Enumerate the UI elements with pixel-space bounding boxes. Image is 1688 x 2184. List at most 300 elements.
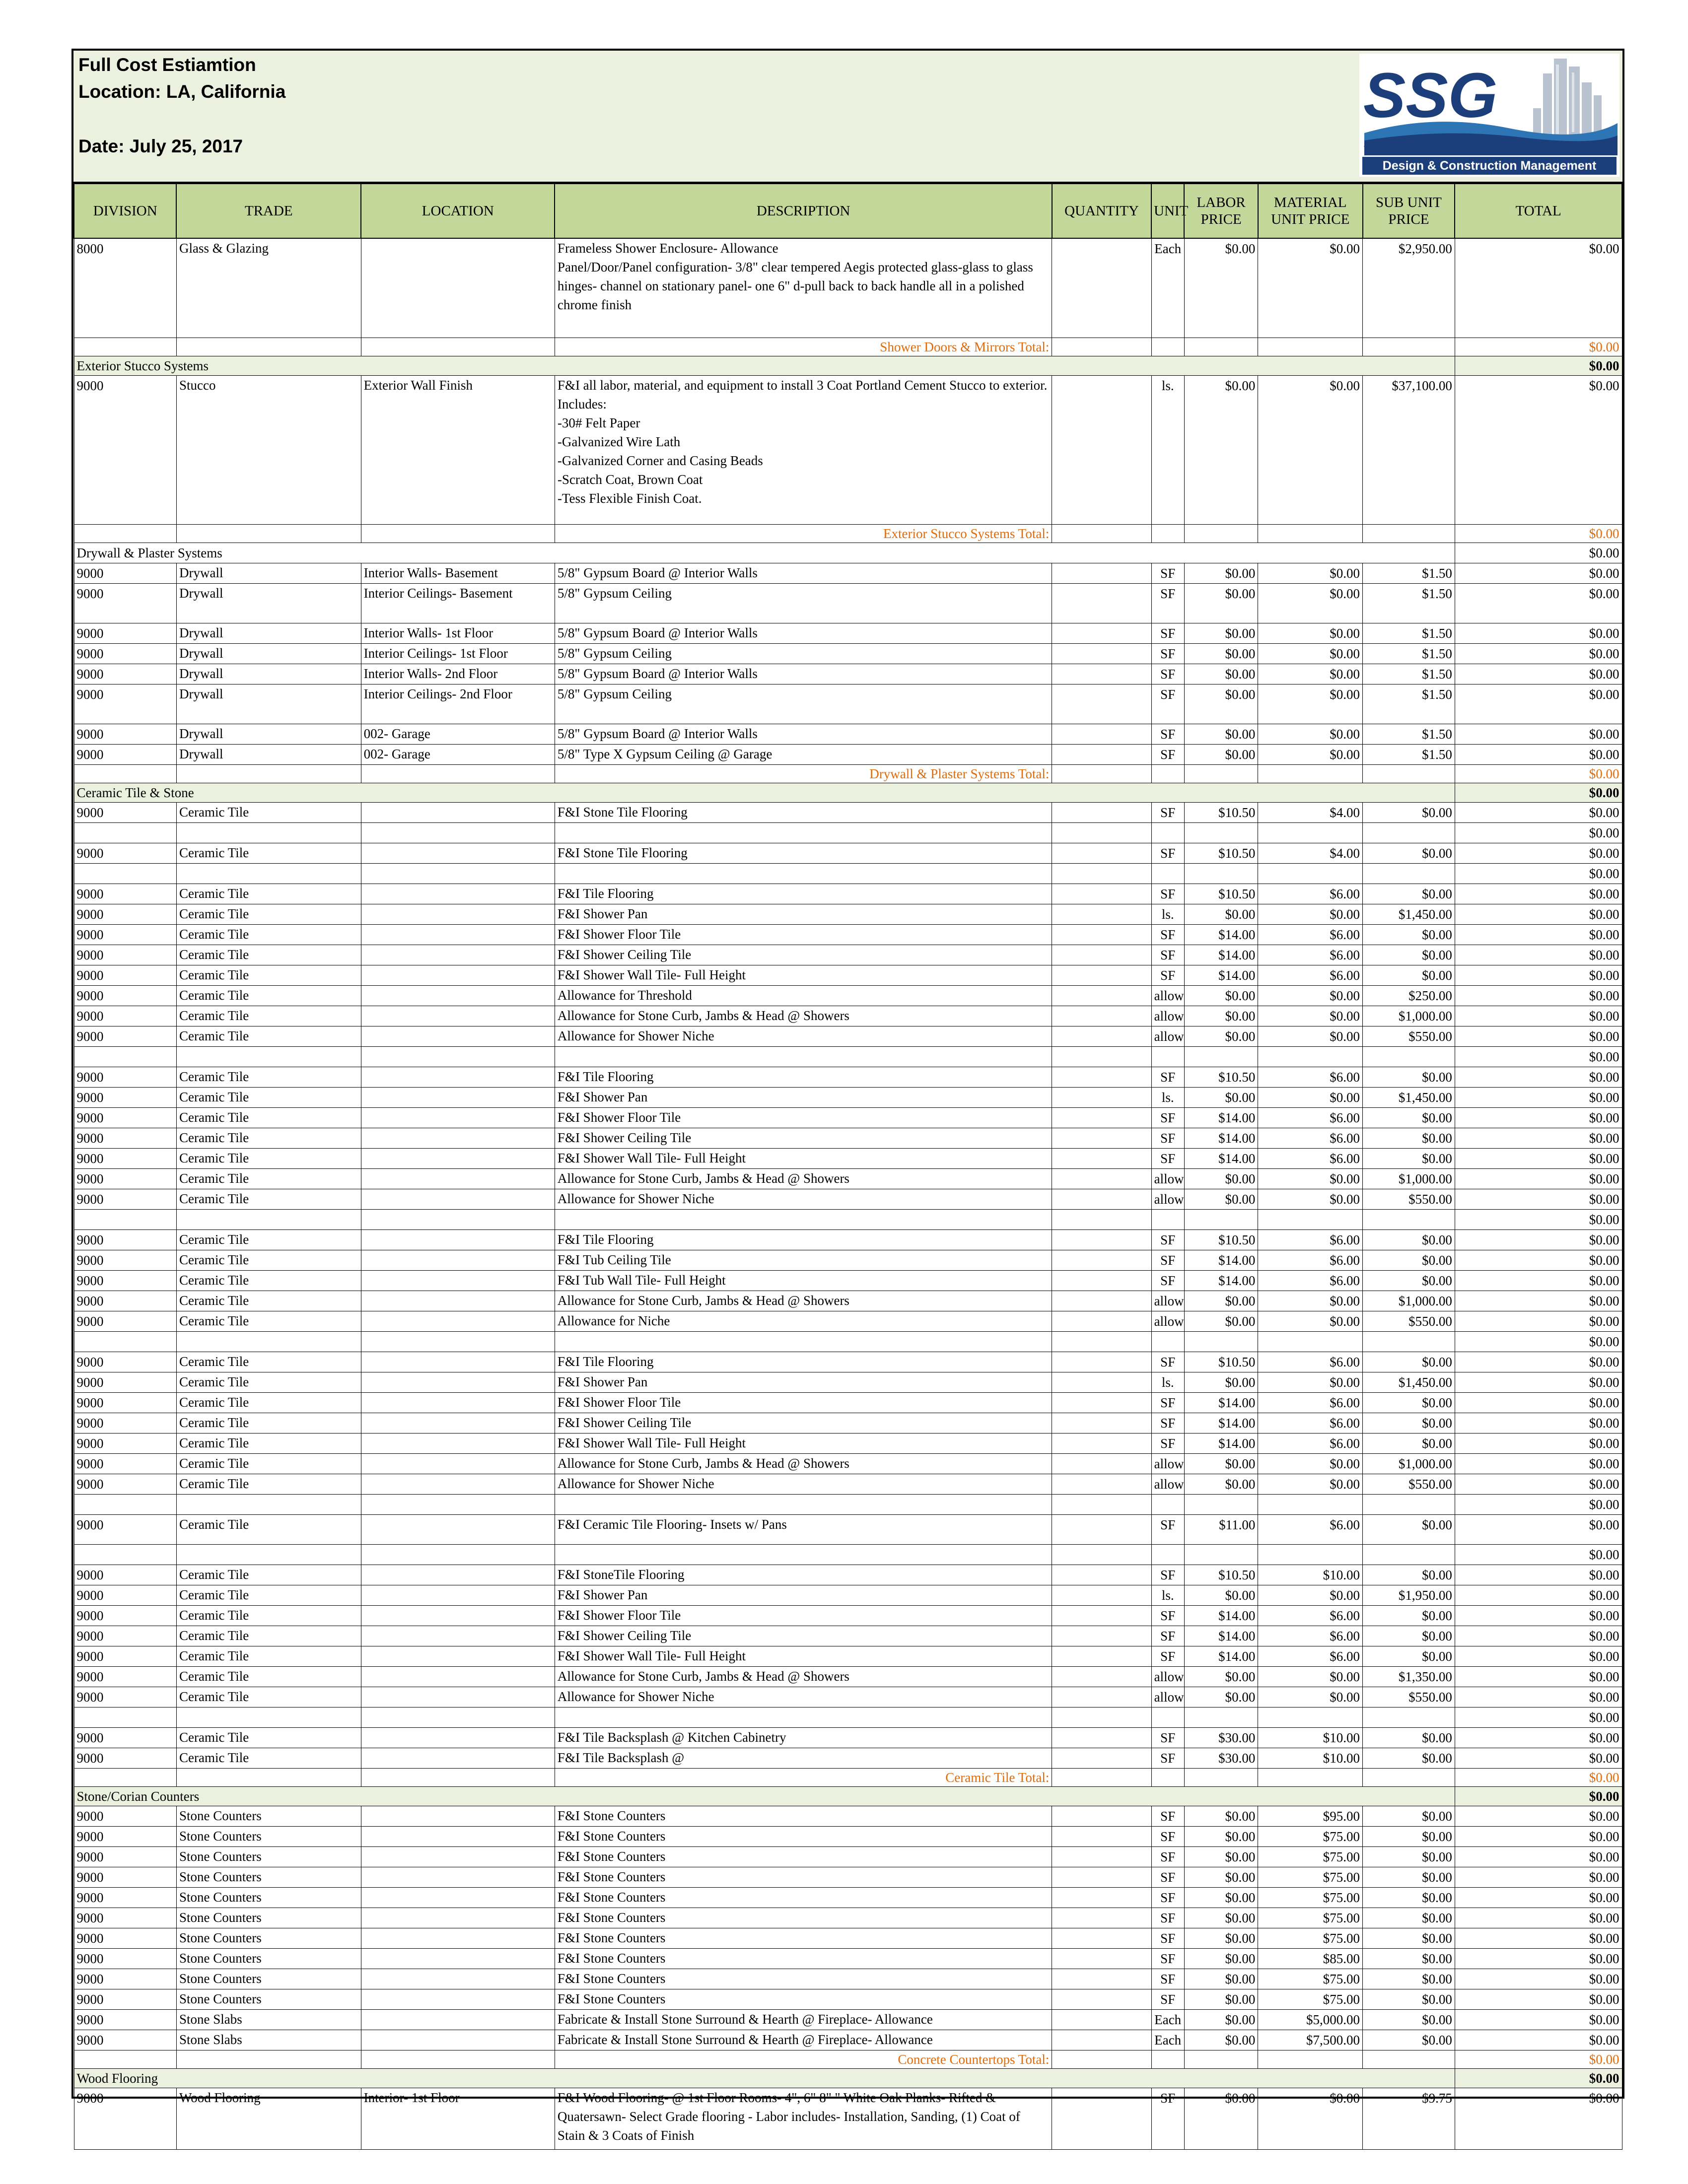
table-row <box>74 1867 1622 1887</box>
cell-unit: SF <box>1151 1250 1184 1270</box>
cell-sub-unit-price: $0.00 <box>1363 2009 1455 2030</box>
cell-material-unit-price: $6.00 <box>1258 1128 1363 1148</box>
cell-trade: Ceramic Tile <box>176 1087 361 1107</box>
cell-division: 9000 <box>74 724 176 744</box>
cell-trade: Ceramic Tile <box>176 802 361 822</box>
table-row <box>74 1270 1622 1291</box>
subtotal-label: Ceramic Tile Total: <box>555 1768 1052 1786</box>
cell-division: 9000 <box>74 1727 176 1748</box>
cell-trade: Ceramic Tile <box>176 1311 361 1331</box>
empty-cell <box>74 524 176 543</box>
table-row <box>74 238 1622 338</box>
cell-material-unit-price: $75.00 <box>1258 1908 1363 1928</box>
cell-unit: SF <box>1151 1887 1184 1908</box>
cell-sub-unit-price: $1.50 <box>1363 563 1455 583</box>
blank-row <box>74 1707 1622 1727</box>
table-row <box>74 1250 1622 1270</box>
cell-description: F&I Wood Flooring- @ 1st Floor Rooms- 4", 6" 8" " White Oak Planks- Rifted & Quatersawn- Select Grade flooring - Labor includes- Installation, Sanding, (1) Coat of Stain & 3 Coats of Finish <box>555 2088 1052 2149</box>
cell-labor-price: $0.00 <box>1184 1948 1258 1969</box>
cell-division: 9000 <box>74 1168 176 1189</box>
cell-description: F&I Tile Flooring <box>555 1067 1052 1087</box>
cell-labor-price: $14.00 <box>1184 1413 1258 1433</box>
cell-trade: Ceramic Tile <box>176 1413 361 1433</box>
cell-total: $0.00 <box>1455 1989 1622 2009</box>
empty-cell <box>1052 1768 1151 1786</box>
table-row <box>74 1585 1622 1605</box>
cell-total: $0.00 <box>1455 1352 1622 1372</box>
cell-unit: SF <box>1151 664 1184 684</box>
estimate-header <box>73 51 1622 183</box>
cell-trade: Ceramic Tile <box>176 1565 361 1585</box>
cell-labor-price: $14.00 <box>1184 1107 1258 1128</box>
table-row <box>74 2030 1622 2050</box>
cell-unit: SF <box>1151 1067 1184 1087</box>
cell-unit: SF <box>1151 1826 1184 1846</box>
empty-cell <box>1151 822 1184 843</box>
cell-description: 5/8" Gypsum Board @ Interior Walls <box>555 724 1052 744</box>
cell-sub-unit-price: $1.50 <box>1363 664 1455 684</box>
table-row <box>74 1666 1622 1687</box>
cell-unit: SF <box>1151 744 1184 764</box>
cell-material-unit-price: $6.00 <box>1258 1352 1363 1372</box>
cell-unit: SF <box>1151 1867 1184 1887</box>
cell-description: F&I Tub Wall Tile- Full Height <box>555 1270 1052 1291</box>
table-row <box>74 724 1622 744</box>
cell-location <box>361 1666 555 1687</box>
cell-quantity <box>1052 724 1151 744</box>
cell-division: 9000 <box>74 802 176 822</box>
cell-labor-price: $0.00 <box>1184 1928 1258 1948</box>
cell-location <box>361 1605 555 1626</box>
cell-total: $0.00 <box>1455 1006 1622 1026</box>
cell-material-unit-price: $0.00 <box>1258 904 1363 924</box>
cell-sub-unit-price: $0.00 <box>1363 802 1455 822</box>
cell-description: F&I StoneTile Flooring <box>555 1565 1052 1585</box>
cell-sub-unit-price: $550.00 <box>1363 1687 1455 1707</box>
cell-material-unit-price: $0.00 <box>1258 1311 1363 1331</box>
cell-unit: SF <box>1151 563 1184 583</box>
cell-quantity <box>1052 1666 1151 1687</box>
cell-material-unit-price: $6.00 <box>1258 1250 1363 1270</box>
empty-cell <box>1258 1209 1363 1229</box>
cell-trade: Ceramic Tile <box>176 1453 361 1474</box>
section-row <box>74 356 1622 375</box>
ssg-logo <box>1359 54 1619 177</box>
logo-tagline: Design & Construction Management <box>1362 157 1617 175</box>
cell-material-unit-price: $0.00 <box>1258 1168 1363 1189</box>
cell-labor-price: $0.00 <box>1184 2009 1258 2030</box>
cell-trade: Ceramic Tile <box>176 1229 361 1250</box>
empty-cell <box>1184 2050 1258 2068</box>
cell-sub-unit-price: $0.00 <box>1363 1969 1455 1989</box>
cell-unit: SF <box>1151 1148 1184 1168</box>
cell-quantity <box>1052 1989 1151 2009</box>
subtotal-amount: $0.00 <box>1455 1768 1622 1786</box>
cell-location <box>361 1311 555 1331</box>
cell-unit: SF <box>1151 2088 1184 2149</box>
cell-sub-unit-price: $1,000.00 <box>1363 1291 1455 1311</box>
cell-description: F&I Tile Flooring <box>555 1352 1052 1372</box>
cell-material-unit-price: $0.00 <box>1258 583 1363 623</box>
cell-quantity <box>1052 643 1151 664</box>
cell-material-unit-price: $0.00 <box>1258 664 1363 684</box>
cell-trade: Stone Counters <box>176 1948 361 1969</box>
cell-total: $0.00 <box>1455 2009 1622 2030</box>
empty-cell <box>1151 338 1184 356</box>
empty-cell <box>74 1768 176 1786</box>
cell-labor-price: $10.50 <box>1184 1352 1258 1372</box>
table-row <box>74 1687 1622 1707</box>
cell-labor-price: $14.00 <box>1184 1626 1258 1646</box>
subtotal-amount: $0.00 <box>1455 2050 1622 2068</box>
section-total: $0.00 <box>1455 1786 1622 1806</box>
cell-division: 9000 <box>74 1189 176 1209</box>
estimate-sheet <box>71 49 1624 2143</box>
cell-location <box>361 238 555 338</box>
cell-division: 9000 <box>74 985 176 1006</box>
cell-sub-unit-price: $1.50 <box>1363 623 1455 643</box>
cell-location <box>361 1948 555 1969</box>
cell-location <box>361 1372 555 1392</box>
cell-labor-price: $14.00 <box>1184 1270 1258 1291</box>
cell-total: $0.00 <box>1455 843 1622 863</box>
cell-trade: Ceramic Tile <box>176 1189 361 1209</box>
empty-cell <box>1184 1494 1258 1514</box>
empty-cell <box>1151 863 1184 884</box>
cell-material-unit-price: $0.00 <box>1258 744 1363 764</box>
table-row <box>74 1107 1622 1128</box>
cell-location: Interior- 1st Floor <box>361 2088 555 2149</box>
blank-row <box>74 822 1622 843</box>
table-row <box>74 884 1622 904</box>
cell-trade: Stone Counters <box>176 1969 361 1989</box>
cell-sub-unit-price: $0.00 <box>1363 2030 1455 2050</box>
blank-row <box>74 1209 1622 1229</box>
table-row <box>74 802 1622 822</box>
cell-material-unit-price: $75.00 <box>1258 1928 1363 1948</box>
cell-quantity <box>1052 1867 1151 1887</box>
cell-quantity <box>1052 375 1151 524</box>
cell-labor-price: $0.00 <box>1184 1474 1258 1494</box>
cell-location <box>361 945 555 965</box>
empty-cell <box>361 1331 555 1352</box>
cell-total: $0.00 <box>1455 2088 1622 2149</box>
cell-division: 9000 <box>74 1229 176 1250</box>
cell-unit: allow <box>1151 985 1184 1006</box>
cell-description: F&I Stone Counters <box>555 1969 1052 1989</box>
empty-cell <box>555 1544 1052 1565</box>
empty-cell <box>555 1046 1052 1067</box>
cell-description: Allowance for Shower Niche <box>555 1026 1052 1046</box>
cell-quantity <box>1052 1311 1151 1331</box>
cell-sub-unit-price: $37,100.00 <box>1363 375 1455 524</box>
table-row <box>74 1392 1622 1413</box>
empty-cell <box>1151 1331 1184 1352</box>
cell-sub-unit-price: $1,000.00 <box>1363 1006 1455 1026</box>
cell-quantity <box>1052 1605 1151 1626</box>
cell-quantity <box>1052 1067 1151 1087</box>
cell-division: 8000 <box>74 238 176 338</box>
cell-labor-price: $10.50 <box>1184 1067 1258 1087</box>
cell-labor-price: $10.50 <box>1184 802 1258 822</box>
empty-cell <box>555 1331 1052 1352</box>
cell-quantity <box>1052 623 1151 643</box>
cell-labor-price: $0.00 <box>1184 724 1258 744</box>
cell-quantity <box>1052 1026 1151 1046</box>
cell-total: $0.00 <box>1455 1605 1622 1626</box>
cell-total: $0.00 <box>1455 1433 1622 1453</box>
empty-cell <box>1363 524 1455 543</box>
cell-unit: SF <box>1151 1514 1184 1544</box>
cell-unit: SF <box>1151 1748 1184 1768</box>
cell-trade: Drywall <box>176 623 361 643</box>
empty-cell <box>1363 1768 1455 1786</box>
document-title: Full Cost Estiamtion <box>78 55 256 75</box>
cell-labor-price: $0.00 <box>1184 1687 1258 1707</box>
cell-location <box>361 1392 555 1413</box>
cell-total: $0.00 <box>1455 684 1622 724</box>
cell-unit: Each <box>1151 238 1184 338</box>
cell-quantity <box>1052 1128 1151 1148</box>
cell-trade: Stone Slabs <box>176 2030 361 2050</box>
cell-labor-price: $14.00 <box>1184 924 1258 945</box>
section-total: $0.00 <box>1455 783 1622 802</box>
cell-sub-unit-price: $0.00 <box>1363 1148 1455 1168</box>
cell-division: 9000 <box>74 1887 176 1908</box>
empty-cell <box>1052 764 1151 783</box>
empty-cell <box>1258 2050 1363 2068</box>
blank-row <box>74 1046 1622 1067</box>
cell-location <box>361 1585 555 1605</box>
cell-trade: Ceramic Tile <box>176 1006 361 1026</box>
cell-total: $0.00 <box>1455 1046 1622 1067</box>
cell-sub-unit-price: $1,450.00 <box>1363 1087 1455 1107</box>
cell-total: $0.00 <box>1455 664 1622 684</box>
cell-unit: SF <box>1151 1846 1184 1867</box>
cell-total: $0.00 <box>1455 1311 1622 1331</box>
cell-description: F&I Stone Tile Flooring <box>555 802 1052 822</box>
cell-unit: SF <box>1151 1806 1184 1826</box>
cell-total: $0.00 <box>1455 1494 1622 1514</box>
cell-total: $0.00 <box>1455 822 1622 843</box>
cell-location <box>361 884 555 904</box>
empty-cell <box>1184 764 1258 783</box>
cell-trade: Ceramic Tile <box>176 1748 361 1768</box>
empty-cell <box>74 1494 176 1514</box>
cell-total: $0.00 <box>1455 1969 1622 1989</box>
cell-location <box>361 1748 555 1768</box>
cell-material-unit-price: $0.00 <box>1258 2088 1363 2149</box>
cell-material-unit-price: $10.00 <box>1258 1565 1363 1585</box>
cell-total: $0.00 <box>1455 1867 1622 1887</box>
cell-trade: Ceramic Tile <box>176 1026 361 1046</box>
cell-sub-unit-price: $550.00 <box>1363 1474 1455 1494</box>
cell-total: $0.00 <box>1455 1806 1622 1826</box>
cell-material-unit-price: $6.00 <box>1258 1392 1363 1413</box>
empty-cell <box>1052 1544 1151 1565</box>
cell-description: Allowance for Stone Curb, Jambs & Head @ Showers <box>555 1666 1052 1687</box>
cell-quantity <box>1052 904 1151 924</box>
cell-location <box>361 843 555 863</box>
cell-quantity <box>1052 1514 1151 1544</box>
empty-cell <box>1363 1209 1455 1229</box>
table-row <box>74 1887 1622 1908</box>
cell-sub-unit-price: $550.00 <box>1363 1026 1455 1046</box>
cell-trade: Ceramic Tile <box>176 1107 361 1128</box>
cell-material-unit-price: $0.00 <box>1258 985 1363 1006</box>
cell-trade: Ceramic Tile <box>176 1585 361 1605</box>
cell-total: $0.00 <box>1455 1209 1622 1229</box>
subtotal-row <box>74 524 1622 543</box>
table-row <box>74 843 1622 863</box>
cell-total: $0.00 <box>1455 1331 1622 1352</box>
cell-description: F&I Shower Floor Tile <box>555 1392 1052 1413</box>
cell-material-unit-price: $0.00 <box>1258 684 1363 724</box>
cell-location <box>361 1867 555 1887</box>
empty-cell <box>1184 338 1258 356</box>
cell-division: 9000 <box>74 1453 176 1474</box>
cell-quantity <box>1052 1908 1151 1928</box>
cell-division: 9000 <box>74 1666 176 1687</box>
cell-location: 002- Garage <box>361 744 555 764</box>
cell-division: 9000 <box>74 643 176 664</box>
cell-labor-price: $14.00 <box>1184 1392 1258 1413</box>
cell-quantity <box>1052 1107 1151 1128</box>
cell-quantity <box>1052 985 1151 1006</box>
cell-description: Allowance for Stone Curb, Jambs & Head @ Showers <box>555 1006 1052 1026</box>
section-total: $0.00 <box>1455 2068 1622 2088</box>
cell-sub-unit-price: $0.00 <box>1363 1565 1455 1585</box>
cell-division: 9000 <box>74 1148 176 1168</box>
blank-row <box>74 1494 1622 1514</box>
cell-labor-price: $10.50 <box>1184 843 1258 863</box>
cell-location: Interior Walls- 2nd Floor <box>361 664 555 684</box>
empty-cell <box>555 822 1052 843</box>
cell-labor-price: $10.50 <box>1184 884 1258 904</box>
cell-division: 9000 <box>74 904 176 924</box>
cell-sub-unit-price: $0.00 <box>1363 1270 1455 1291</box>
cell-description: F&I Shower Wall Tile- Full Height <box>555 965 1052 985</box>
cell-location <box>361 1887 555 1908</box>
cell-division: 9000 <box>74 1605 176 1626</box>
cell-location: Interior Walls- 1st Floor <box>361 623 555 643</box>
cell-description: 5/8" Gypsum Ceiling <box>555 583 1052 623</box>
section-name: Wood Flooring <box>74 2068 1455 2088</box>
cell-description: F&I Tile Backsplash @ Kitchen Cabinetry <box>555 1727 1052 1748</box>
cell-total: $0.00 <box>1455 1666 1622 1687</box>
cell-description: 5/8" Type X Gypsum Ceiling @ Garage <box>555 744 1052 764</box>
table-row <box>74 965 1622 985</box>
cell-description: F&I Tile Backsplash @ <box>555 1748 1052 1768</box>
cell-description: F&I Shower Floor Tile <box>555 924 1052 945</box>
cell-labor-price: $0.00 <box>1184 1666 1258 1687</box>
cell-labor-price: $0.00 <box>1184 1585 1258 1605</box>
table-row <box>74 1846 1622 1867</box>
cell-material-unit-price: $6.00 <box>1258 945 1363 965</box>
cell-sub-unit-price: $0.00 <box>1363 1846 1455 1867</box>
empty-cell <box>1258 822 1363 843</box>
cell-unit: SF <box>1151 1626 1184 1646</box>
cell-sub-unit-price: $1,350.00 <box>1363 1666 1455 1687</box>
cell-labor-price: $0.00 <box>1184 2030 1258 2050</box>
cell-location <box>361 1229 555 1250</box>
cell-labor-price: $14.00 <box>1184 1433 1258 1453</box>
cell-location <box>361 1928 555 1948</box>
empty-cell <box>1052 524 1151 543</box>
cell-location <box>361 1646 555 1666</box>
empty-cell <box>555 1209 1052 1229</box>
table-row <box>74 1514 1622 1544</box>
cell-trade: Ceramic Tile <box>176 1605 361 1626</box>
cell-trade: Drywall <box>176 684 361 724</box>
cell-unit: SF <box>1151 802 1184 822</box>
cell-material-unit-price: $0.00 <box>1258 375 1363 524</box>
cell-location <box>361 965 555 985</box>
cell-quantity <box>1052 1291 1151 1311</box>
cell-sub-unit-price: $0.00 <box>1363 1826 1455 1846</box>
cell-sub-unit-price: $2,950.00 <box>1363 238 1455 338</box>
cell-material-unit-price: $0.00 <box>1258 643 1363 664</box>
cell-unit: allow <box>1151 1311 1184 1331</box>
cell-unit: SF <box>1151 1989 1184 2009</box>
cell-trade: Drywall <box>176 744 361 764</box>
cell-division: 9000 <box>74 1806 176 1826</box>
cell-division: 9000 <box>74 945 176 965</box>
cell-total: $0.00 <box>1455 863 1622 884</box>
cell-quantity <box>1052 664 1151 684</box>
cell-material-unit-price: $6.00 <box>1258 1067 1363 1087</box>
empty-cell <box>74 822 176 843</box>
cell-quantity <box>1052 1413 1151 1433</box>
cell-trade: Ceramic Tile <box>176 945 361 965</box>
cell-division: 9000 <box>74 924 176 945</box>
cell-description: F&I Stone Counters <box>555 1846 1052 1867</box>
empty-cell <box>74 764 176 783</box>
cell-unit: SF <box>1151 1928 1184 1948</box>
cell-labor-price: $0.00 <box>1184 664 1258 684</box>
cell-labor-price: $0.00 <box>1184 1846 1258 1867</box>
cell-location <box>361 1806 555 1826</box>
empty-cell <box>361 822 555 843</box>
cell-quantity <box>1052 1928 1151 1948</box>
cell-location <box>361 1727 555 1748</box>
table-row <box>74 1748 1622 1768</box>
cell-labor-price: $14.00 <box>1184 1605 1258 1626</box>
table-row <box>74 1087 1622 1107</box>
cell-labor-price: $0.00 <box>1184 375 1258 524</box>
cell-location <box>361 2030 555 2050</box>
cell-quantity <box>1052 1969 1151 1989</box>
cell-total: $0.00 <box>1455 1544 1622 1565</box>
cell-description: F&I all labor, material, and equipment to install 3 Coat Portland Cement Stucco to exterior. Includes: -30# Felt Paper -Galvanized Wire Lath -Galvanized Corner and Casing Beads -Scratch Coat, Brown Coat -Tess Flexible Finish Coat. <box>555 375 1052 524</box>
table-row <box>74 1646 1622 1666</box>
cell-sub-unit-price: $1,950.00 <box>1363 1585 1455 1605</box>
cell-total: $0.00 <box>1455 1727 1622 1748</box>
cell-total: $0.00 <box>1455 1128 1622 1148</box>
empty-cell <box>1052 1494 1151 1514</box>
cell-sub-unit-price: $1,000.00 <box>1363 1453 1455 1474</box>
cell-sub-unit-price: $0.00 <box>1363 1352 1455 1372</box>
logo-brand-text: SSG <box>1363 60 1498 131</box>
empty-cell <box>176 822 361 843</box>
cell-total: $0.00 <box>1455 1887 1622 1908</box>
cell-trade: Ceramic Tile <box>176 1514 361 1544</box>
cell-location <box>361 1433 555 1453</box>
empty-cell <box>176 338 361 356</box>
cell-labor-price: $0.00 <box>1184 1087 1258 1107</box>
cell-total: $0.00 <box>1455 965 1622 985</box>
section-name: Drywall & Plaster Systems <box>74 543 1455 563</box>
